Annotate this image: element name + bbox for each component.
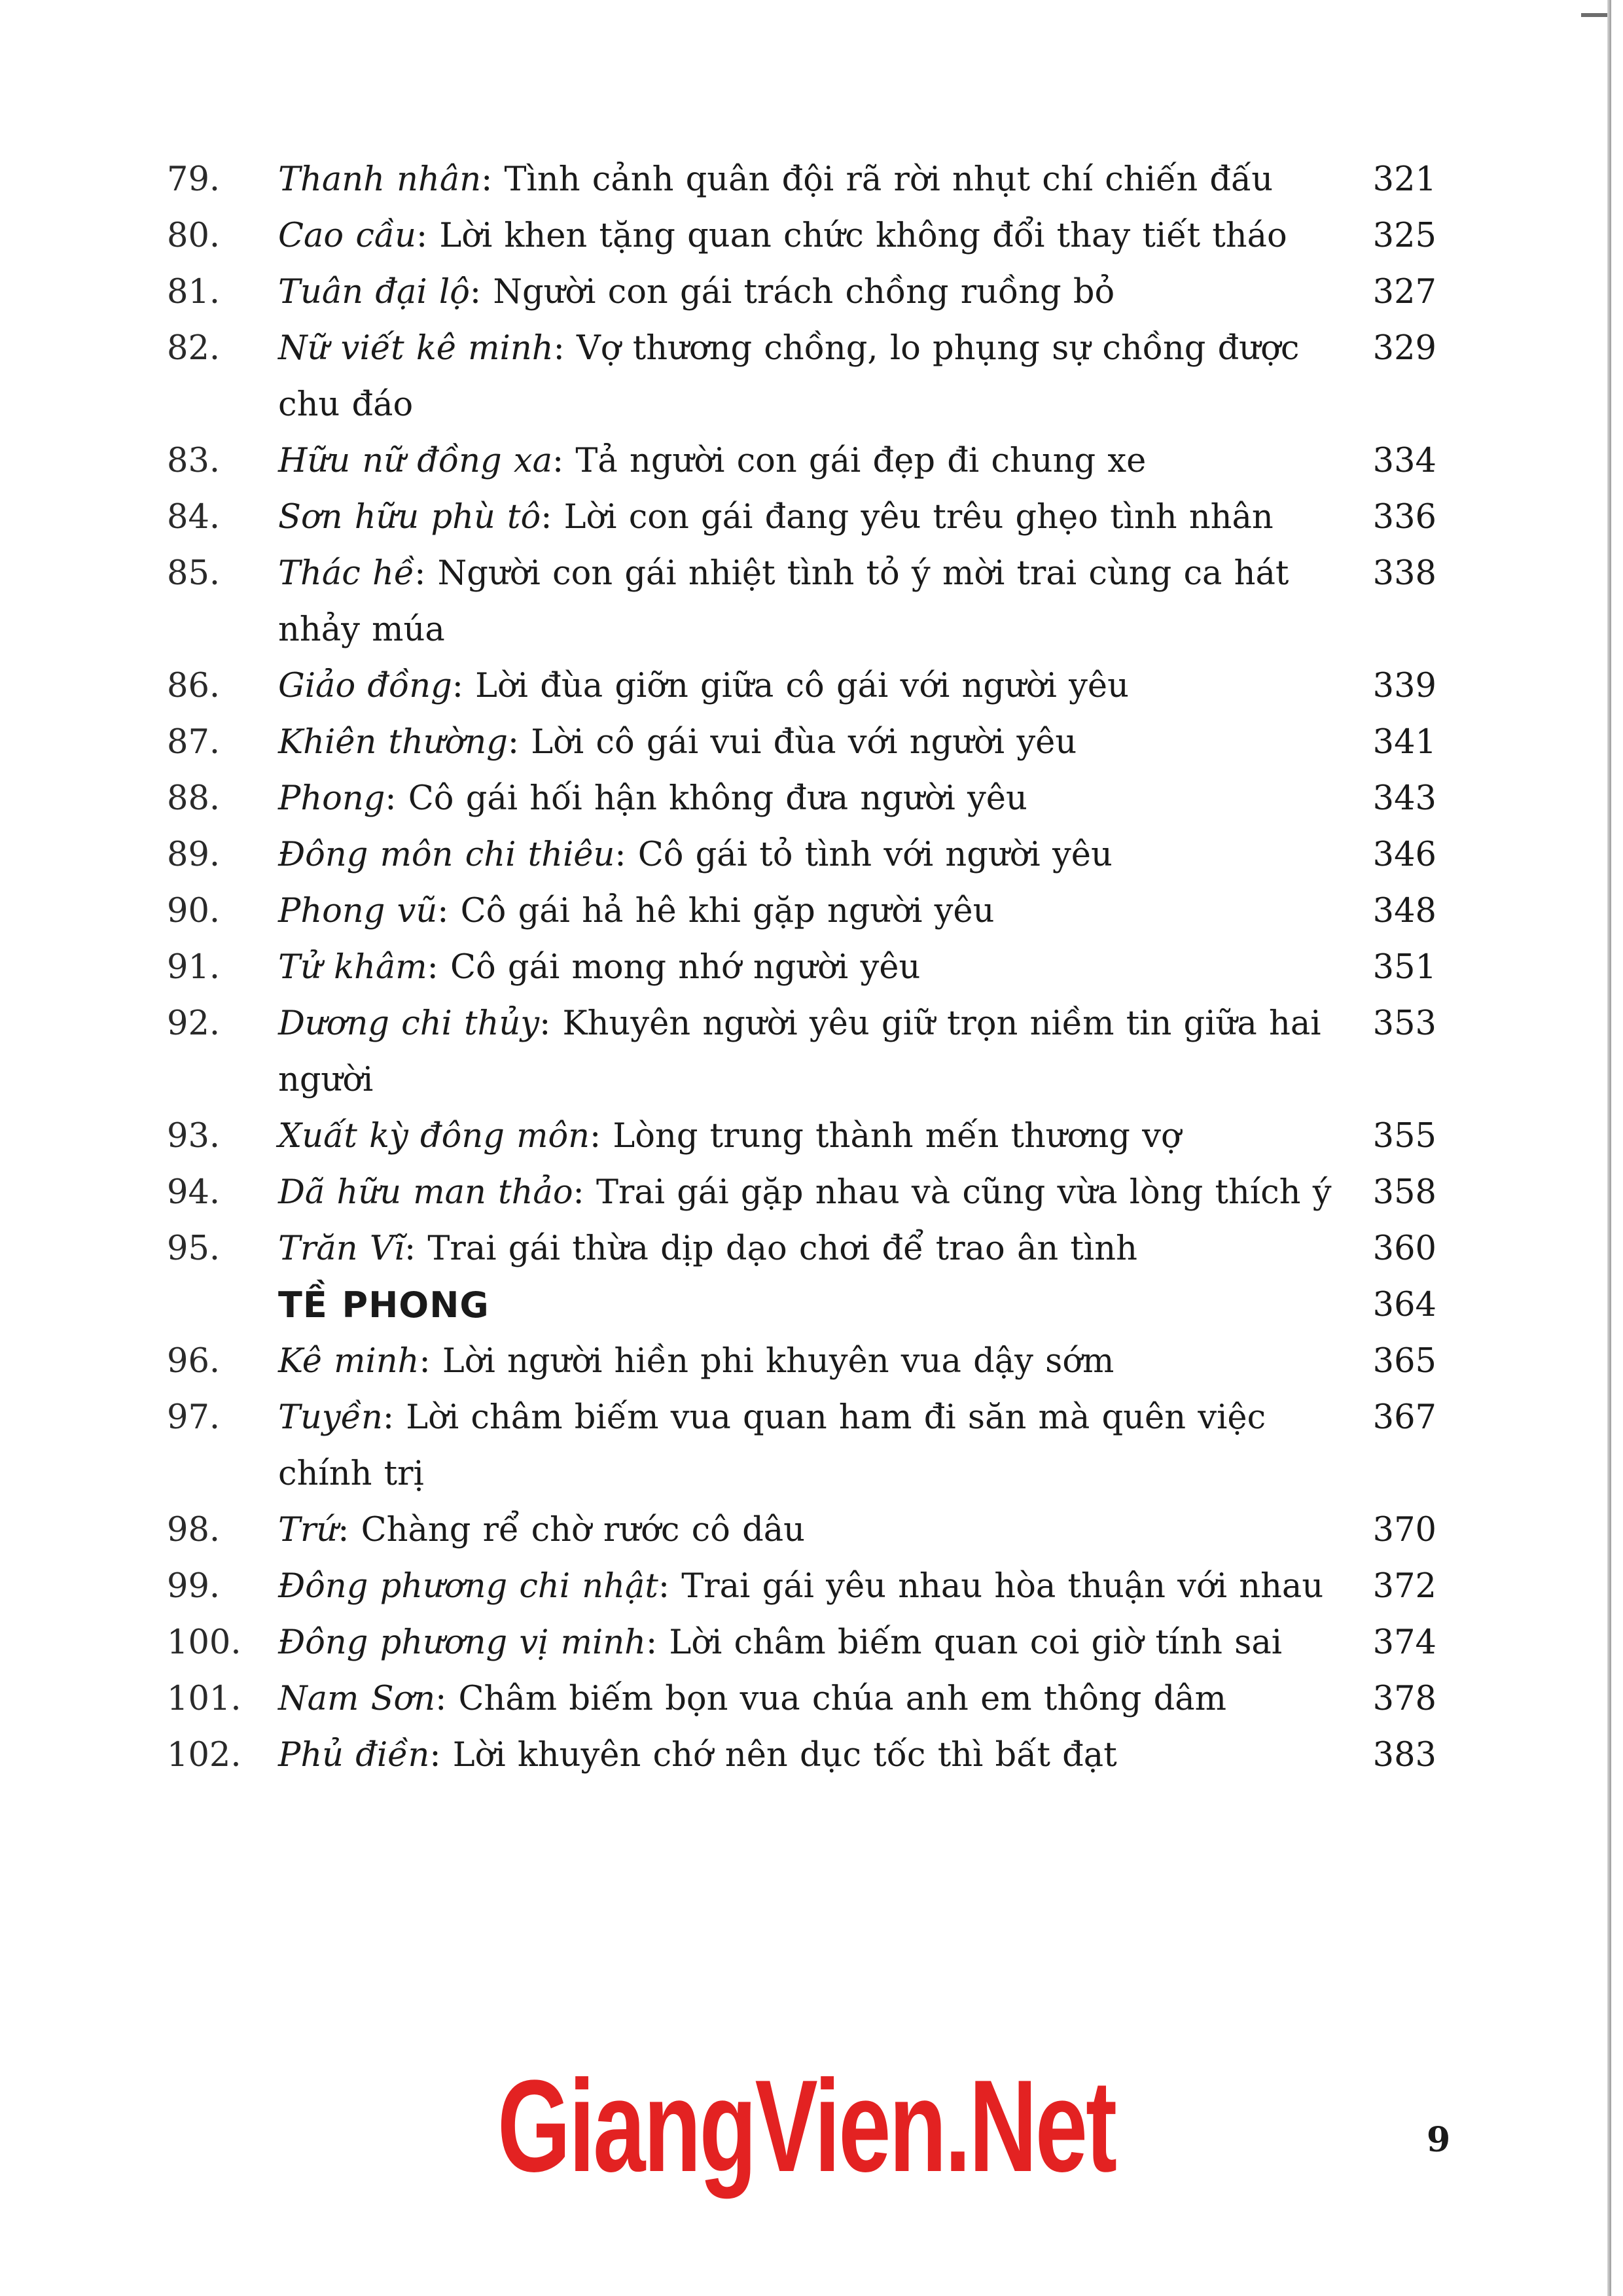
entry-number: 100. — [167, 1623, 241, 1662]
toc-entry — [167, 1165, 1436, 1221]
entry-title: Phủ điền — [278, 1736, 430, 1775]
entry-number: 90. — [167, 892, 221, 930]
entry-number: 101. — [167, 1680, 241, 1718]
toc-entry — [167, 433, 1436, 489]
entry-description: : Trai gái gặp nhau và cũng vừa lòng thích ý — [573, 1173, 1332, 1212]
toc-entry — [167, 883, 1436, 940]
entry-text — [278, 883, 1345, 940]
entry-title: Thác hề — [278, 554, 415, 593]
toc-entry — [167, 715, 1436, 771]
entry-title: Khiên thường — [278, 723, 508, 762]
watermark-logo: GiangVien.Net — [497, 2053, 1116, 2199]
entry-page: 383 — [1372, 1736, 1436, 1775]
entry-page: 358 — [1372, 1173, 1436, 1212]
entry-page: 327 — [1372, 273, 1436, 311]
toc-entry — [167, 1727, 1436, 1784]
entry-page: 339 — [1372, 667, 1436, 705]
entry-text — [278, 1333, 1345, 1390]
entry-description: : Lời khuyên chớ nên dục tốc thì bất đạt — [429, 1736, 1117, 1775]
toc-entry — [167, 1390, 1436, 1502]
entry-text — [278, 546, 1345, 658]
table-of-contents — [167, 152, 1436, 1784]
toc-entry — [167, 940, 1436, 996]
entry-number: 86. — [167, 667, 221, 705]
toc-entry — [167, 152, 1436, 208]
entry-page: 378 — [1372, 1680, 1436, 1718]
entry-description: : Lời châm biếm vua quan ham đi săn mà quên việc chính trị — [278, 1398, 1266, 1493]
toc-entry — [167, 1221, 1436, 1277]
entry-page: 343 — [1372, 779, 1436, 818]
entry-page: 355 — [1372, 1117, 1436, 1156]
entry-description: : Tình cảnh quân đội rã rời nhụt chí chiến đấu — [481, 160, 1274, 199]
toc-entry — [167, 1333, 1436, 1390]
entry-title: Trứ — [278, 1511, 338, 1549]
entry-description: : Chàng rể chờ rước cô dâu — [338, 1511, 805, 1549]
entry-title: Nữ viết kê minh — [278, 329, 554, 368]
toc-entry — [167, 489, 1436, 546]
section-heading: TỀ PHONG — [278, 1284, 490, 1326]
entry-number: 81. — [167, 273, 221, 311]
entry-page: 334 — [1372, 442, 1436, 480]
entry-title: Trăn Vĩ — [278, 1229, 405, 1268]
entry-text — [278, 433, 1345, 489]
entry-text — [278, 1108, 1345, 1165]
entry-number: 85. — [167, 554, 221, 593]
entry-title: Tuân đại lộ — [278, 273, 470, 311]
toc-entry — [167, 1559, 1436, 1615]
entry-number: 79. — [167, 160, 221, 199]
entry-page: 365 — [1372, 1342, 1436, 1381]
entry-text — [278, 1502, 1345, 1559]
toc-entry — [167, 771, 1436, 827]
entry-number: 97. — [167, 1398, 221, 1437]
entry-title: Tử khâm — [278, 948, 427, 987]
entry-description: : Lòng trung thành mến thương vợ — [590, 1117, 1181, 1156]
page-edge-tick — [1581, 13, 1607, 17]
entry-title: Giảo đồng — [278, 667, 452, 705]
section-heading-row — [167, 1277, 1436, 1333]
entry-title: Đông phương vị minh — [278, 1623, 647, 1662]
entry-title: Sơn hữu phù tô — [278, 498, 541, 537]
entry-title: Nam Sơn — [278, 1680, 436, 1718]
toc-entry — [167, 658, 1436, 715]
entry-page: 329 — [1372, 329, 1436, 368]
entry-number: 96. — [167, 1342, 221, 1381]
entry-text — [278, 771, 1345, 827]
entry-text — [278, 208, 1345, 264]
entry-number: 92. — [167, 1004, 221, 1043]
entry-number: 84. — [167, 498, 221, 537]
entry-page: 321 — [1372, 160, 1436, 199]
entry-page: 364 — [1372, 1286, 1436, 1324]
entry-description: : Người con gái trách chồng ruồng bỏ — [469, 273, 1115, 311]
entry-text — [278, 1615, 1345, 1671]
entry-text — [278, 715, 1345, 771]
entry-text — [278, 1559, 1345, 1615]
entry-number: 99. — [167, 1567, 221, 1606]
entry-page: 348 — [1372, 892, 1436, 930]
entry-number: 91. — [167, 948, 221, 987]
entry-text — [278, 827, 1345, 883]
entry-page: 367 — [1372, 1398, 1436, 1437]
entry-text — [278, 1221, 1345, 1277]
entry-number: 102. — [167, 1736, 241, 1775]
entry-text — [278, 489, 1345, 546]
entry-text — [278, 940, 1345, 996]
entry-page: 374 — [1372, 1623, 1436, 1662]
toc-entry — [167, 996, 1436, 1108]
entry-description: : Trai gái yêu nhau hòa thuận với nhau — [658, 1567, 1324, 1606]
entry-number: 88. — [167, 779, 221, 818]
toc-entry — [167, 1615, 1436, 1671]
entry-description: : Cô gái mong nhớ người yêu — [427, 948, 921, 987]
entry-text — [278, 1671, 1345, 1727]
toc-entry — [167, 1671, 1436, 1727]
entry-description: : Khuyên người yêu giữ trọn niềm tin giữa hai người — [278, 1004, 1321, 1099]
entry-title: Tuyền — [278, 1398, 383, 1437]
entry-title: Thanh nhân — [278, 160, 482, 199]
entry-text — [278, 1165, 1345, 1221]
entry-number: 80. — [167, 217, 221, 255]
entry-number: 87. — [167, 723, 221, 762]
entry-page: 370 — [1372, 1511, 1436, 1549]
entry-page: 336 — [1372, 498, 1436, 537]
toc-entry — [167, 1108, 1436, 1165]
entry-description: : Lời châm biếm quan coi giờ tính sai — [646, 1623, 1283, 1662]
entry-text — [278, 996, 1345, 1108]
entry-text — [278, 321, 1345, 433]
entry-description: : Cô gái tỏ tình với người yêu — [615, 836, 1113, 874]
entry-page: 338 — [1372, 554, 1436, 593]
entry-title: Đông môn chi thiêu — [278, 836, 615, 874]
toc-entry — [167, 1502, 1436, 1559]
entry-description: : Lời cô gái vui đùa với người yêu — [507, 723, 1077, 762]
toc-entry — [167, 546, 1436, 658]
entry-description: : Lời khen tặng quan chức không đổi thay tiết tháo — [416, 217, 1287, 255]
entry-number: 89. — [167, 836, 221, 874]
entry-description: : Lời đùa giỡn giữa cô gái với người yêu — [452, 667, 1129, 705]
entry-title: Phong vũ — [278, 892, 438, 930]
entry-title: Phong — [278, 779, 385, 818]
entry-description: : Châm biếm bọn vua chúa anh em thông dâm — [435, 1680, 1227, 1718]
entry-text — [278, 152, 1345, 208]
toc-entry — [167, 321, 1436, 433]
entry-page: 346 — [1372, 836, 1436, 874]
entry-number: 98. — [167, 1511, 221, 1549]
entry-page: 325 — [1372, 217, 1436, 255]
entry-title: Xuất kỳ đông môn — [278, 1117, 590, 1156]
entry-title: Kê minh — [278, 1342, 419, 1381]
entry-text — [278, 1727, 1345, 1784]
page-edge-line — [1607, 0, 1611, 2296]
entry-description: : Cô gái hối hận không đưa người yêu — [385, 779, 1027, 818]
toc-entry — [167, 827, 1436, 883]
toc-entry — [167, 208, 1436, 264]
entry-page: 372 — [1372, 1567, 1436, 1606]
page-number: 9 — [1427, 2120, 1451, 2160]
entry-page: 360 — [1372, 1229, 1436, 1268]
entry-description: : Vợ thương chồng, lo phụng sự chồng được chu đáo — [278, 329, 1300, 424]
entry-number: 94. — [167, 1173, 221, 1212]
toc-entry — [167, 264, 1436, 321]
entry-description: : Tả người con gái đẹp đi chung xe — [552, 442, 1147, 480]
entry-description: : Cô gái hả hê khi gặp người yêu — [437, 892, 995, 930]
entry-title: Dương chi thủy — [278, 1004, 540, 1043]
entry-number: 82. — [167, 329, 221, 368]
entry-description: : Lời con gái đang yêu trêu ghẹo tình nhân — [541, 498, 1274, 537]
entry-title: Dã hữu man thảo — [278, 1173, 573, 1212]
entry-title: Đông phương chi nhật — [278, 1567, 658, 1606]
entry-number: 93. — [167, 1117, 221, 1156]
entry-description: : Trai gái thừa dịp dạo chơi để trao ân tình — [404, 1229, 1137, 1268]
entry-text — [278, 658, 1345, 715]
entry-page: 351 — [1372, 948, 1436, 987]
entry-text — [278, 1390, 1345, 1502]
entry-description: : Lời người hiền phi khuyên vua dậy sớm — [419, 1342, 1115, 1381]
entry-title: Hữu nữ đồng xa — [278, 442, 553, 480]
entry-title: Cao cầu — [278, 217, 417, 255]
entry-description: : Người con gái nhiệt tình tỏ ý mời trai cùng ca hát nhảy múa — [278, 554, 1289, 649]
entry-text — [278, 264, 1345, 321]
entry-page: 341 — [1372, 723, 1436, 762]
entry-page: 353 — [1372, 1004, 1436, 1043]
entry-number: 95. — [167, 1229, 221, 1268]
entry-number: 83. — [167, 442, 221, 480]
